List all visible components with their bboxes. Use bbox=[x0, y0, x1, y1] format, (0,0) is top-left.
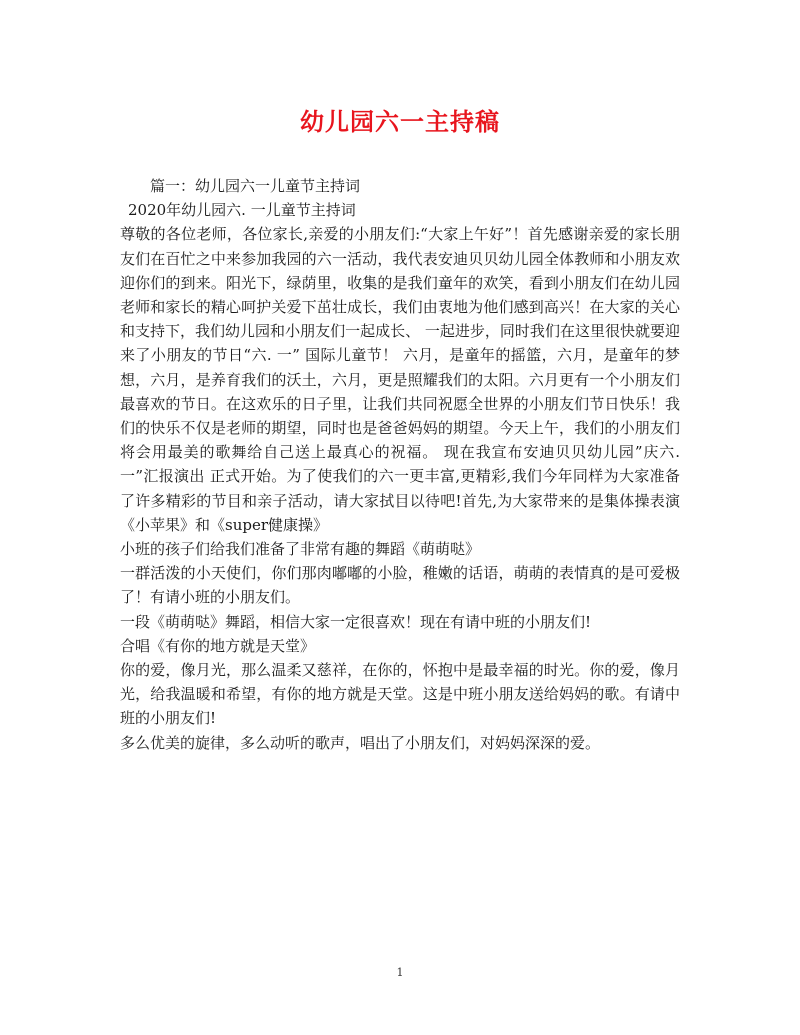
document-body bbox=[120, 174, 680, 755]
paragraph-small-class-invite: 一群活泼的小天使们，你们那肉嘟嘟的小脸，稚嫩的话语，萌萌的表情真的是可爱极了！有请小班的小朋友们。 bbox=[120, 564, 680, 607]
paragraph-middle-class-invite: 一段《萌萌哒》舞蹈，相信大家一定很喜欢！现在有请中班的小朋友们! bbox=[120, 612, 592, 631]
paragraph-opening-speech: 尊敬的各位老师，各位家长,亲爱的小朋友们:“大家上午好”！首先感谢亲爱的家长朋友们在百忙之中来参加我园的六一活动，我代表安迪贝贝幼儿园全体教师和小朋友欢迎你们的到来。阳光下，绿荫里，收集的是我们童年的欢笑，看到小朋友们在幼儿园老师和家长的精心呵护关爱下茁壮成长，我们由衷地为他们感到高兴！在大家的关心和支持下，我们幼儿园和小朋友们一起成长、 一起进步，同时我们在这里很快就要迎来了小朋友的节日“六. 一” 国际儿童节！ 六月，是童年的摇篮，六月，是童年的梦想，六月，是养育我们的沃土，六月，更是照耀我们的太阳。六月更有一个小朋友们最喜欢的节日。在这欢乐的日子里，让我们共同祝愿全世界的小朋友们节日快乐！我们的快乐不仅是老师的期望，同时也是爸爸妈妈的期望。今天上午，我们的小朋友们将会用最美的歌舞给自己送上最真心的祝福。 现在我宣布安迪贝贝幼儿园”庆六. 一”汇报演出 正式开始。为了使我们的六一更丰富,更精彩,我们今年同样为大家准备了许多精彩的节目和亲子活动，请大家拭目以待吧!首先,为大家带来的是集体操表演《小苹果》和《super健康操》 bbox=[120, 225, 680, 534]
page-number: 1 bbox=[396, 966, 404, 979]
document-title: 幼儿园六一主持稿 bbox=[300, 107, 500, 136]
paragraph-closing-remark: 多么优美的旋律，多么动听的歌声，唱出了小朋友们，对妈妈深深的爱。 bbox=[120, 733, 601, 752]
paragraph-small-class-intro: 小班的孩子们给我们准备了非常有趣的舞蹈《萌萌哒》 bbox=[120, 540, 481, 559]
paragraph-chorus-lyrics: 你的爱，像月光，那么温柔又慈祥，在你的，怀抱中是最幸福的时光。你的爱，像月光，给我温暖和希望，有你的地方就是天堂。这是中班小朋友送给妈妈的歌。有请中班的小朋友们! bbox=[120, 661, 680, 728]
subtitle-line: 2020年幼儿园六. 一儿童节主持词 bbox=[128, 201, 356, 220]
section-heading: 篇一：幼儿园六一儿童节主持词 bbox=[150, 177, 361, 195]
paragraph-chorus-title: 合唱《有你的地方就是天堂》 bbox=[120, 636, 316, 655]
